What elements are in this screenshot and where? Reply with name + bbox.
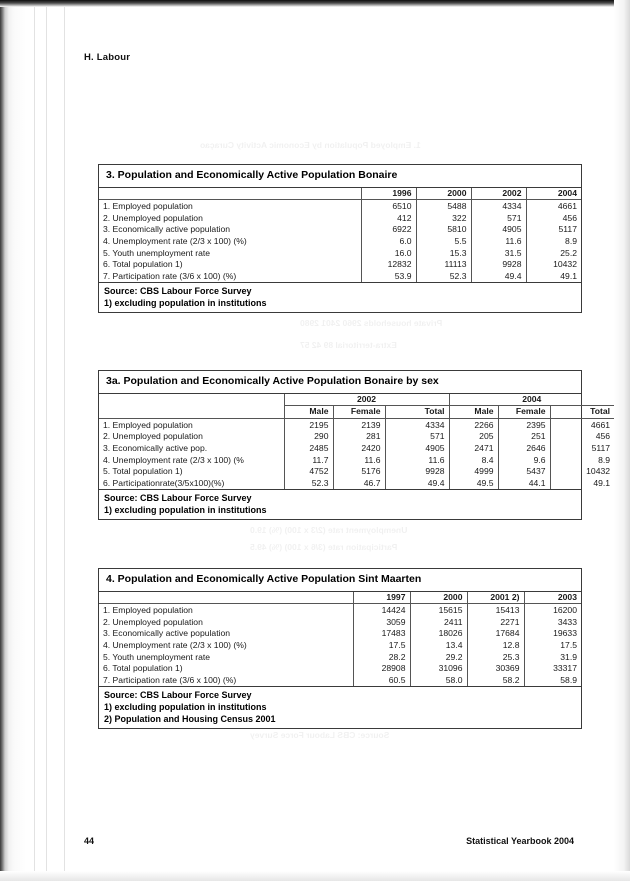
row-value: 25.3: [467, 652, 524, 664]
row-label: 1. Employed population: [103, 201, 193, 212]
bleed-through-artifact: Source: CBS Labour Force Survey: [250, 730, 390, 740]
row-label: 6. Total population 1): [103, 259, 183, 270]
scan-right-shadow: [614, 0, 630, 881]
data-table: [99, 394, 614, 490]
row-label: 1. Employed population: [103, 419, 193, 430]
row-value: 5.5: [416, 236, 471, 248]
row-value: 17.5: [524, 640, 581, 652]
row-value: 58.9: [524, 675, 581, 687]
column-header-2003: 2003: [524, 592, 581, 604]
bleed-through-artifact: Participation rate (3/6 x 100) (%) 49.5: [250, 542, 398, 552]
row-label: 4. Unemployment rate (2/3 x 100) (%: [103, 454, 244, 465]
row-value: 3433: [524, 617, 581, 629]
row-value: 4905: [471, 224, 526, 236]
header-blank-cell: [99, 406, 284, 419]
row-value: 15615: [410, 604, 467, 617]
row-value: 49.5: [449, 478, 498, 490]
table-population-bonaire: [98, 164, 582, 313]
row-value: 6.0: [361, 236, 416, 248]
row-value: 11.7: [284, 455, 333, 467]
note-footnote-1: 1) excluding population in institutions: [104, 298, 267, 309]
row-label: 2. Unemployed population: [103, 431, 203, 442]
group-header-2004: 2004: [449, 394, 614, 406]
table-row: [99, 259, 581, 271]
row-value: 5117: [550, 443, 614, 455]
row-value: 251: [498, 431, 550, 443]
row-label: 2. Unemployed population: [103, 212, 203, 223]
row-value: 29.2: [410, 652, 467, 664]
table-row: [99, 271, 581, 283]
row-value: 2420: [333, 443, 385, 455]
row-value: 456: [526, 213, 581, 225]
row-value: 2271: [467, 617, 524, 629]
table-row: [99, 675, 581, 687]
row-value: 5176: [333, 466, 385, 478]
page-number: 44: [84, 836, 95, 846]
row-value: 290: [284, 431, 333, 443]
row-value: 25.2: [526, 248, 581, 260]
scan-top-shadow: [0, 0, 630, 7]
note-footnote-1: 1) excluding population in institutions: [104, 702, 267, 713]
note-source: Source: CBS Labour Force Survey: [104, 690, 252, 701]
row-label: 3. Economically active population: [103, 224, 231, 235]
table-title: 4. Population and Economically Active Population Sint Maarten: [99, 569, 581, 592]
row-value: 30369: [467, 663, 524, 675]
scan-bottom-shadow: [0, 871, 630, 881]
header-group-row: [99, 394, 614, 406]
row-value: 5810: [416, 224, 471, 236]
row-value: 19633: [524, 628, 581, 640]
table-row: [99, 663, 581, 675]
row-value: 571: [471, 213, 526, 225]
table-row: [99, 200, 581, 213]
row-value: 28.2: [353, 652, 410, 664]
note-footnote-1: 1) excluding population in institutions: [104, 505, 267, 516]
row-value: 17.5: [353, 640, 410, 652]
row-value: 9928: [385, 466, 449, 478]
row-value: 2139: [333, 418, 385, 431]
row-value: 9928: [471, 259, 526, 271]
row-value: 49.1: [526, 271, 581, 283]
scan-gutter-line: [64, 0, 65, 881]
table-header: [99, 188, 581, 200]
header-row: [99, 592, 581, 604]
row-value: 2485: [284, 443, 333, 455]
row-value: 8.4: [449, 455, 498, 467]
row-label: 7. Participation rate (3/6 x 100) (%): [103, 674, 237, 685]
row-value: 17684: [467, 628, 524, 640]
row-value: 14424: [353, 604, 410, 617]
row-value: 11.6: [385, 455, 449, 467]
table-row: [99, 248, 581, 260]
table-row: [99, 640, 581, 652]
row-value: 322: [416, 213, 471, 225]
column-header-2001: 2001 2): [467, 592, 524, 604]
row-value: 12.8: [467, 640, 524, 652]
table-notes: [99, 282, 581, 312]
row-label: 6. Total population 1): [103, 663, 183, 674]
row-value: 412: [361, 213, 416, 225]
row-value: 10432: [550, 466, 614, 478]
row-value: 2395: [498, 418, 550, 431]
column-header-2004: 2004: [526, 188, 581, 200]
row-value: 8.9: [526, 236, 581, 248]
row-value: 58.0: [410, 675, 467, 687]
row-label: 5. Youth unemployment rate: [103, 651, 211, 662]
table-notes: [99, 489, 581, 519]
table-row: [99, 443, 614, 455]
row-value: 11113: [416, 259, 471, 271]
row-value: 52.3: [416, 271, 471, 283]
data-table: [99, 188, 581, 283]
row-value: 31.9: [524, 652, 581, 664]
bleed-through-artifact: Extra-territorial 89 42 57: [300, 340, 397, 350]
row-label: 7. Participation rate (3/6 x 100) (%): [103, 270, 237, 281]
row-value: 49.4: [471, 271, 526, 283]
note-footnote-2: 2) Population and Housing Census 2001: [104, 714, 276, 725]
row-value: 2266: [449, 418, 498, 431]
row-value: 31.5: [471, 248, 526, 260]
table-row: [99, 628, 581, 640]
row-value: 16.0: [361, 248, 416, 260]
table-row: [99, 455, 614, 467]
row-value: 28908: [353, 663, 410, 675]
row-label: 4. Unemployment rate (2/3 x 100) (%): [103, 639, 247, 650]
table-population-bonaire-by-sex: [98, 370, 611, 520]
row-value: 281: [333, 431, 385, 443]
column-header-total-2002: Total: [385, 406, 449, 419]
table-row: [99, 478, 614, 490]
row-value: 5117: [526, 224, 581, 236]
column-header-2000: 2000: [416, 188, 471, 200]
table-row: [99, 213, 581, 225]
table-row: [99, 236, 581, 248]
row-label: 1. Employed population: [103, 605, 193, 616]
bleed-through-artifact: 1. Employed Population by Economic Activity Curaçao: [200, 140, 421, 150]
row-value: 17483: [353, 628, 410, 640]
row-value: 58.2: [467, 675, 524, 687]
row-value: 2646: [498, 443, 550, 455]
row-value: 49.4: [385, 478, 449, 490]
row-label: 2. Unemployed population: [103, 616, 203, 627]
row-label: 5. Youth unemployment rate: [103, 247, 211, 258]
row-value: 3059: [353, 617, 410, 629]
bleed-through-artifact: Unemployment rate (2/3 x 100) (%) 19.0: [250, 525, 408, 535]
row-label: 6. Participationrate(3/5x100)(%): [103, 477, 225, 488]
row-value: 49.1: [550, 478, 614, 490]
row-value: 4999: [449, 466, 498, 478]
table-title: 3. Population and Economically Active Population Bonaire: [99, 165, 581, 188]
row-value: 6510: [361, 200, 416, 213]
table-row: [99, 466, 614, 478]
table-title: 3a. Population and Economically Active Population Bonaire by sex: [99, 371, 581, 394]
header-row: [99, 406, 614, 419]
header-row: [99, 188, 581, 200]
row-value: 10432: [526, 259, 581, 271]
row-value: 9.6: [498, 455, 550, 467]
header-blank-cell: [99, 592, 353, 604]
row-value: 11.6: [471, 236, 526, 248]
row-value: 52.3: [284, 478, 333, 490]
table-body: [99, 418, 614, 489]
scan-gutter-shadow: [0, 0, 30, 881]
group-header-2002: 2002: [284, 394, 449, 406]
row-value: 4905: [385, 443, 449, 455]
column-header-male-2002: Male: [284, 406, 333, 419]
column-header-1996: 1996: [361, 188, 416, 200]
column-header-male-2004: Male: [449, 406, 498, 419]
row-value: 205: [449, 431, 498, 443]
row-label: 5. Total population 1): [103, 466, 183, 477]
table-row: [99, 418, 614, 431]
row-value: 15413: [467, 604, 524, 617]
row-value: 4661: [550, 418, 614, 431]
note-source: Source: CBS Labour Force Survey: [104, 286, 252, 297]
table-header: [99, 394, 614, 419]
data-table: [99, 592, 581, 687]
note-source: Source: CBS Labour Force Survey: [104, 493, 252, 504]
row-value: 33317: [524, 663, 581, 675]
column-header-1997: 1997: [353, 592, 410, 604]
header-blank-cell: [99, 188, 361, 200]
table-row: [99, 604, 581, 617]
column-header-female-2004: Female: [498, 406, 550, 419]
table-row: [99, 652, 581, 664]
bleed-through-artifact: Private households 2960 2401 2980: [300, 318, 443, 328]
table-row: [99, 431, 614, 443]
table-row: [99, 617, 581, 629]
row-label: 3. Economically active pop.: [103, 442, 208, 453]
row-value: 4334: [471, 200, 526, 213]
row-value: 4661: [526, 200, 581, 213]
row-value: 5437: [498, 466, 550, 478]
row-label: 3. Economically active population: [103, 628, 231, 639]
table-row: [99, 224, 581, 236]
row-value: 456: [550, 431, 614, 443]
table-notes: [99, 686, 581, 728]
row-value: 31096: [410, 663, 467, 675]
row-label: 4. Unemployment rate (2/3 x 100) (%): [103, 235, 247, 246]
row-value: 5488: [416, 200, 471, 213]
row-value: 60.5: [353, 675, 410, 687]
row-value: 16200: [524, 604, 581, 617]
scan-gutter-line: [46, 0, 47, 881]
column-header-female-2002: Female: [333, 406, 385, 419]
column-header-total-2004: Total: [550, 406, 614, 419]
row-value: 12832: [361, 259, 416, 271]
row-value: 44.1: [498, 478, 550, 490]
row-value: 53.9: [361, 271, 416, 283]
row-value: 6922: [361, 224, 416, 236]
scan-gutter-line: [34, 0, 35, 881]
publication-title: Statistical Yearbook 2004: [466, 836, 574, 846]
row-value: 2471: [449, 443, 498, 455]
row-value: 8.9: [550, 455, 614, 467]
row-value: 46.7: [333, 478, 385, 490]
header-blank-cell: [99, 394, 284, 406]
row-value: 2195: [284, 418, 333, 431]
column-header-2000: 2000: [410, 592, 467, 604]
column-header-2002: 2002: [471, 188, 526, 200]
row-value: 15.3: [416, 248, 471, 260]
table-header: [99, 592, 581, 604]
table-body: [99, 200, 581, 283]
row-value: 571: [385, 431, 449, 443]
table-population-sint-maarten: [98, 568, 582, 729]
table-body: [99, 604, 581, 687]
row-value: 4752: [284, 466, 333, 478]
row-value: 4334: [385, 418, 449, 431]
row-value: 2411: [410, 617, 467, 629]
row-value: 11.6: [333, 455, 385, 467]
page-section-heading: H. Labour: [84, 52, 131, 63]
row-value: 18026: [410, 628, 467, 640]
row-value: 13.4: [410, 640, 467, 652]
